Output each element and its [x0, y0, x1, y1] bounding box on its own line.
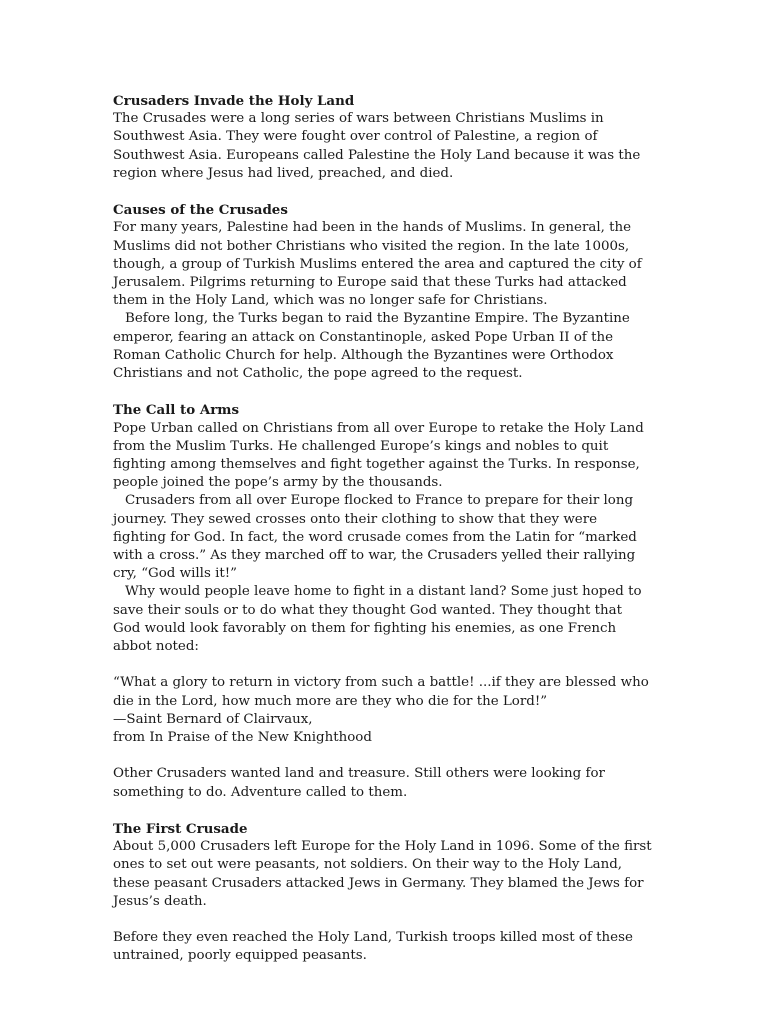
- section-heading: The First Crusade: [113, 821, 248, 838]
- paragraph: Before long, the Turks began to raid the Byzantine Empire. The Byzantine emperor, fearing an attack on Constantinople, asked Pope Urban II of the Roman Catholic Church for help. Although the Byzantines were Orthodox Christians and not Catholic, the pope agreed to the request.: [113, 311, 630, 382]
- paragraph: For many years, Palestine had been in the hands of Muslims. In general, the Muslims did not bother Christians who visited the region. In the late 1000s, though, a group of Turkish Muslims entered the area and captured the city of Jerusalem. Pilgrims returning to Europe said that these Turks had attacked them in the Holy Land, which was no longer safe for Christians.: [113, 220, 642, 309]
- closing-block: [113, 929, 653, 965]
- quote-source: from In Praise of the New Knighthood: [113, 730, 372, 746]
- paragraph: Before they even reached the Holy Land, Turkish troops killed most of these untrained, poorly equipped peasants.: [113, 930, 633, 964]
- paragraph: Other Crusaders wanted land and treasure. Still others were looking for something to do. Adventure called to them.: [113, 766, 605, 800]
- document-page: [113, 92, 653, 984]
- section-crusaders-invade: [113, 92, 653, 183]
- section-first-crusade: [113, 820, 653, 911]
- paragraph: Pope Urban called on Christians from all over Europe to retake the Holy Land from the Muslim Turks. He challenged Europe’s kings and nobles to quit fighting among themselves and fight together against the Turks. In response, people joined the pope’s army by the thousands.: [113, 420, 644, 491]
- section-heading: The Call to Arms: [113, 402, 239, 419]
- quote-attribution: —Saint Bernard of Clairvaux,: [113, 711, 313, 727]
- section-heading: Causes of the Crusades: [113, 202, 288, 219]
- paragraph: Why would people leave home to fight in a distant land? Some just hoped to save their souls or to do what they thought God wanted. They thought that God would look favorably on them for fighting his enemies, as one French abbot noted:: [113, 584, 642, 655]
- paragraph: The Crusades were a long series of wars between Christians Muslims in Southwest Asia. They were fought over control of Palestine, a region of Southwest Asia. Europeans called Palestine the Holy Land because it was the region where Jesus had lived, preached, and died.: [113, 111, 641, 181]
- quote-block: [113, 674, 653, 747]
- section-call-to-arms: [113, 401, 653, 656]
- section-causes: [113, 201, 653, 383]
- paragraph: Crusaders from all over Europe flocked to France to prepare for their long journey. They sewed crosses onto their clothing to show that they were fighting for God. In fact, the word crusade comes from the Latin for “marked with a cross.” As they marched off to war, the Crusaders yelled their rallying cry, “God wills it!”: [113, 493, 637, 582]
- paragraph: About 5,000 Crusaders left Europe for the Holy Land in 1096. Some of the first ones to set out were peasants, not soldiers. On their way to the Holy Land, these peasant Crusaders attacked Jews in Germany. They blamed the Jews for Jesus’s death.: [113, 839, 652, 909]
- after-quote-block: [113, 765, 653, 801]
- section-heading: Crusaders Invade the Holy Land: [113, 93, 355, 109]
- quote-text: “What a glory to return in victory from such a battle! ...if they are blessed who die in the Lord, how much more are they who die for the Lord!”: [113, 675, 649, 709]
